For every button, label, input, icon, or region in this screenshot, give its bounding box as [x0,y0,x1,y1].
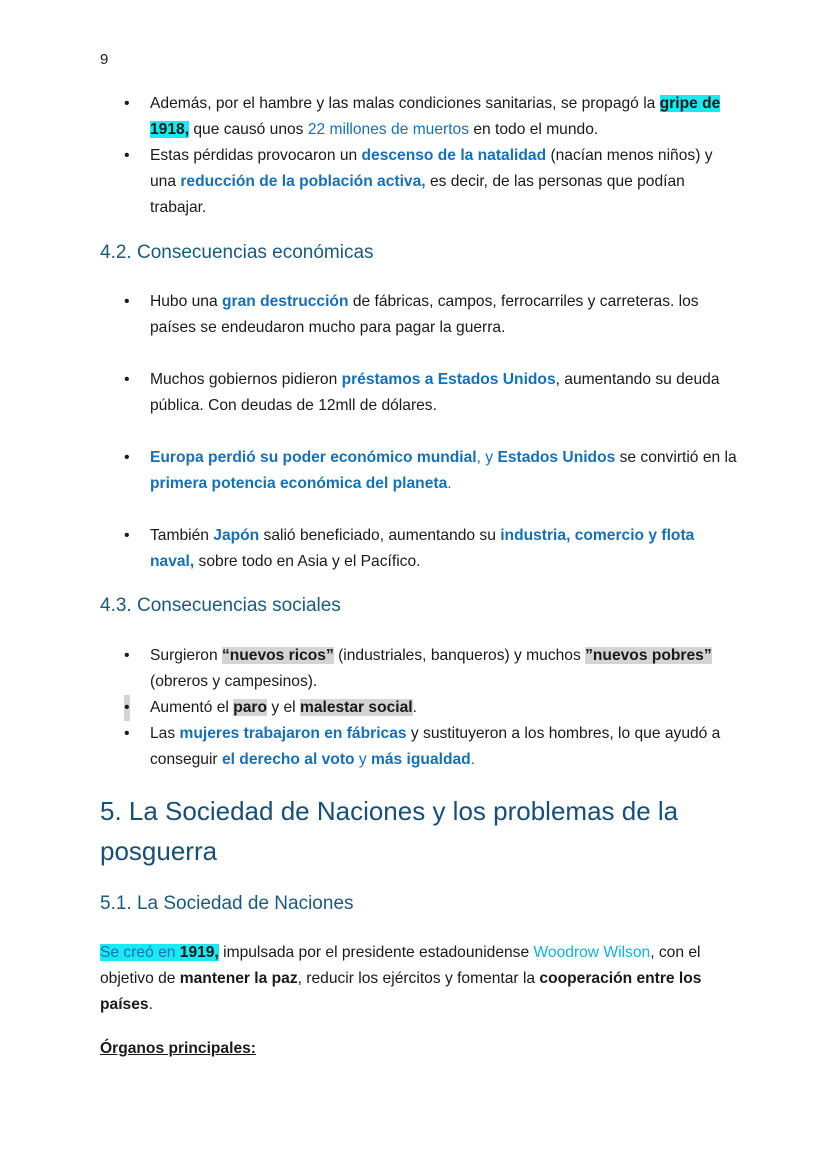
list-item: • Muchos gobiernos pidieron préstamos a Estados Unidos, aumentando su deuda pública. Con deudas de 12mll de dólares. [124,371,720,414]
list-item: • Las mujeres trabajaron en fábricas y sustituyeron a los hombres, lo que ayudó a conseguir el derecho al voto y más igualdad. [124,725,721,768]
highlight: gripe de 1918, [150,95,721,138]
page-number: 9 [100,51,109,68]
economic-list [100,289,740,575]
intro-list [100,91,740,221]
list-item: • Europa perdió su poder económico mundial, y Estados Unidos se convirtió en la primera potencia económica del planeta. [124,449,737,492]
list-item: • Hubo una gran destrucción de fábricas, campos, ferrocarriles y carreteras. los países se endeudaron mucho para pagar la guerra. [124,293,699,336]
section-heading-4-2: 4.2. Consecuencias económicas [100,242,374,263]
list-item: • Estas pérdidas provocaron un descenso de la natalidad (nacían menos niños) y una reducción de la población activa, es decir, de las personas que podían trabajar. [124,147,713,216]
organs-label: Órganos principales: [100,1040,256,1057]
paragraph-society: Se creó en 1919, impulsada por el presidente estadounidense Woodrow Wilson, con el objetivo de mantener la paz, reducir los ejércitos y fomentar la cooperación entre los países. [100,944,702,1013]
list-item: • Aumentó el paro y el malestar social. [100,695,740,721]
list-item: • Además, por el hambre y las malas condiciones sanitarias, se propagó la gripe de 1918, que causó unos 22 millones de muertos en todo el mundo. [124,95,721,138]
list-item: • También Japón salió beneficiado, aumentando su industria, comercio y flota naval, sobre todo en Asia y el Pacífico. [124,527,695,570]
section-heading-5-1: 5.1. La Sociedad de Naciones [100,893,354,914]
list-item: • Surgieron “nuevos ricos” (industriales, banqueros) y muchos ”nuevos pobres” (obreros y campesinos). [124,647,712,690]
section-heading-4-3: 4.3. Consecuencias sociales [100,595,341,616]
section-heading-5: 5. La Sociedad de Naciones y los problemas de la posguerra [100,796,679,866]
social-list [100,643,740,773]
